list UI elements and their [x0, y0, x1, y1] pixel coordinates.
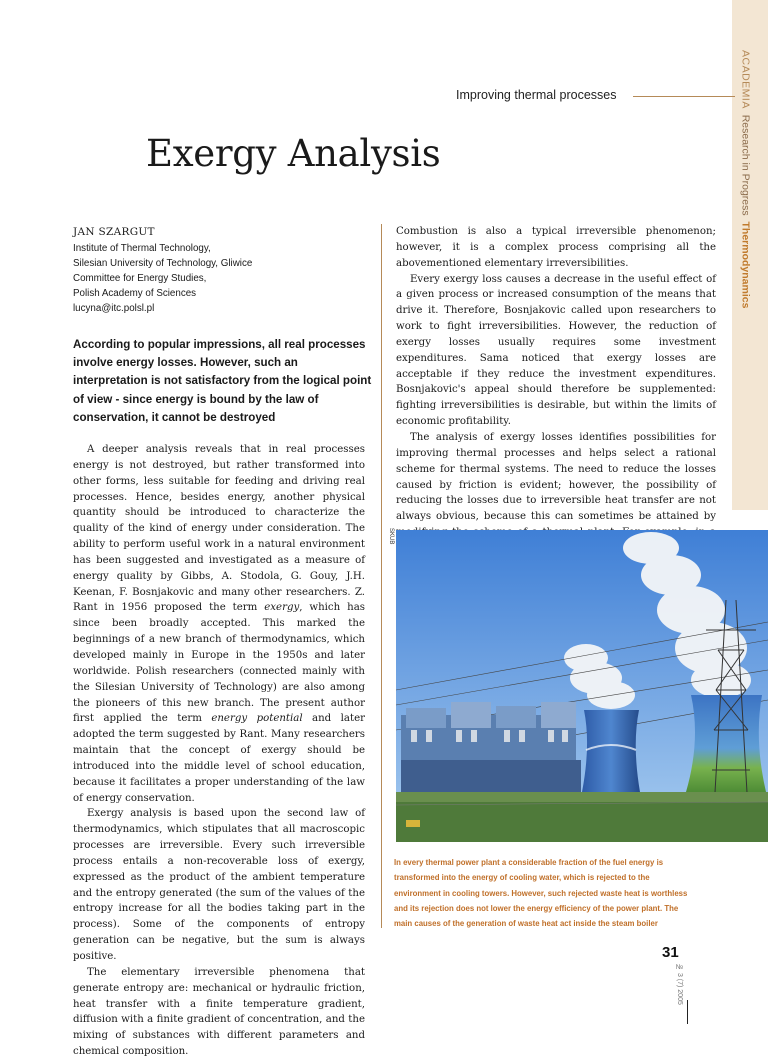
body-paragraph — [73, 965, 365, 1060]
body-column-right — [396, 224, 716, 523]
footer-rule — [687, 1000, 688, 1024]
text-run: and later adopted the term suggested by Rant. Many researchers maintain that the concept of exergy should be introduced into the middle level of school education, because it facilitates a proper understanding of the law of energy conservation. — [73, 713, 365, 804]
tab-brand: ACADEMIA — [739, 50, 752, 109]
italic-term: energy potential — [211, 713, 303, 725]
affiliation-line: Silesian University of Technology, Gliwice — [73, 258, 253, 269]
text-run: The analysis of exergy losses identifies possibilities for improving thermal processes and helps select a rational scheme for thermal systems. The need to reduce the losses caused by friction is evident; however, the possibility of reducing the losses due to irreversible heat transfer are not always obvious, because this can sometimes be attained by — [396, 431, 716, 523]
photo-caption: In every thermal power plant a considerable fraction of the fuel energy is transformed into the energy of cooling water, which is rejected to the environment in cooling towers. However, such rejected waste heat is worthless and its rejection does not lower the energy efficiency of the power plant. The main causes of the generation of waste heat act inside the steam boiler — [394, 858, 688, 929]
section-kicker: Improving thermal processes — [456, 88, 617, 102]
lead-paragraph: According to popular impressions, all real processes involve energy losses. However, such an interpretation is not satisfactory from the logical point of view - since energy is bound by the law of conservation, it cannot be destroyed — [73, 338, 372, 424]
text-run: A deeper analysis reveals that in real processes energy is not destroyed, but rather transformed into other forms, less suitable for feeding and driving real processes. Hence, besides energy, another physical quantity should be introduced to characterize the quality of the kind of energy under consideration. The ability to perform useful work in a natural environment has been suggested and investigated as a measure of energy quality by Gibbs, A. Stodola, G. Gouy, J.H. Keenan, F. Bosnjakovic and many other researchers. Z. Rant in 1956 proposed the term — [73, 444, 365, 614]
affiliation-line: Institute of Thermal Technology, — [73, 243, 211, 254]
text-run: Exergy analysis is based upon the second law of thermodynamics, which stipulates that all macroscopic processes are irreversible. Every such irreversible process entails a non-recoverable loss of exergy, expressed as the product of the ambient temperature and the entropy generated (the sum of the values of the entropy increase for all the bodies taking part in the process). Some of the components of entropy generation can be negative, but the sum is always positive. — [73, 808, 365, 962]
issue-label: № 3 (7) 2005 — [676, 964, 683, 1005]
text-run: Every exergy loss causes a decrease in the useful effect of a given process or increased consumption of the means that drive it. Therefore, Bosnjakovic called upon researchers to work to fight irreversibilities. However, the reduction of exergy losses usually requires some investment expenditures. Sama noticed that exergy losses are acceptable if they reduce the investment expenditures. Bosnjakovic's appeal should therefore be supplemented: fighting irreversibilities is desirable, but within the limits of economic profitability. — [396, 273, 716, 428]
author-block — [73, 226, 373, 316]
tab-section: Research in Progress — [739, 114, 752, 216]
kicker-rule — [633, 96, 735, 97]
body-column-left — [73, 442, 365, 1058]
text-run: Combustion is also a typical irreversible phenomenon; however, it is a complex process comprising all the abovementioned elementary irreversibilities. — [396, 226, 716, 269]
affiliation-line: Polish Academy of Sciences — [73, 288, 197, 299]
body-paragraph — [73, 442, 365, 806]
italic-term: exergy — [264, 602, 300, 614]
page-number: 31 — [662, 944, 679, 961]
tab-topic: Thermodynamics — [739, 221, 752, 309]
author-email[interactable]: lucyna@itc.polsl.pl — [73, 303, 155, 314]
photo-credit: SKUB — [388, 528, 394, 545]
section-tab-text — [740, 50, 751, 308]
text-run: , which has since been broadly accepted. This marked the beginnings of a new branch of thermodynamics, which developed mainly in Europe in the 1950s and later worldwide. Polish researchers (connected mainly with the Silesian University of Technology) are also among the pioneers of this new branch. The present author first applied the term — [73, 602, 365, 725]
text-run: The elementary irreversible phenomena that generate entropy are: mechanical or hydraulic friction, heat transfer with a finite temperature gradient, diffusion with a finite gradient of concentration, and the mixing of substances with different parameters and chemical composition. — [73, 966, 365, 1058]
column-divider — [381, 224, 382, 928]
body-paragraph — [73, 806, 365, 964]
affiliation-line: Committee for Energy Studies, — [73, 273, 207, 284]
article-title: Exergy Analysis — [146, 132, 441, 175]
body-paragraph — [396, 272, 716, 430]
body-paragraph — [396, 224, 716, 272]
power-plant-photo — [396, 530, 768, 842]
author-name: JAN SZARGUT — [73, 226, 155, 238]
